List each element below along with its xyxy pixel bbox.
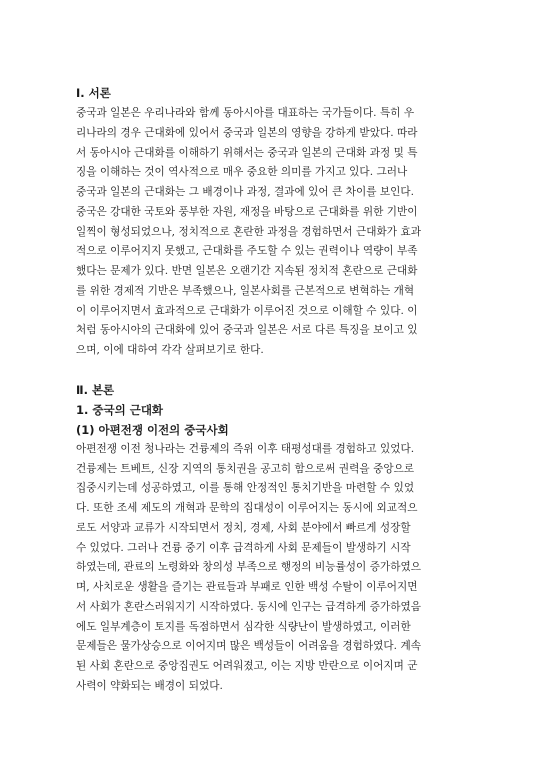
paragraph-line: 다. 또한 조세 제도의 개혁과 문학의 집대성이 이루어지는 동시에 외교적으 <box>76 502 418 514</box>
paragraph-line: 중국은 강대한 국토와 풍부한 자원, 재정을 바탕으로 근대화를 위한 기반이 <box>76 205 418 218</box>
paragraph-line: 며, 사치로운 생활을 즐기는 관료들과 부패로 인한 백성 수탈이 이루어지면 <box>76 581 418 593</box>
paragraph-line: 아편전쟁 이전 청나라는 건륭제의 즉위 이후 태평성대를 경험하고 있었다. <box>76 442 415 455</box>
paragraph-line: 했다는 문제가 있다. 반면 일본은 오랜기간 지속된 정치적 혼란으로 근대화 <box>76 265 418 277</box>
paragraph-line: 중국과 일본은 우리나라와 함께 동아시아를 대표하는 국가들이다. 특히 우 <box>76 107 415 119</box>
paragraph-line: 일찍이 형성되었으나, 정치적으로 혼란한 과정을 경험하면서 근대화가 효과 <box>76 225 421 238</box>
paragraph-line: 집중시키는데 성공하였고, 이를 통해 안정적인 통치기반을 마련할 수 있었 <box>76 482 415 495</box>
paragraph-line: 으며, 이에 대하여 각각 살펴보기로 한다. <box>76 344 264 356</box>
paragraph-line: 처럼 동아시아의 근대화에 있어 중국과 일본은 서로 다른 특징을 보이고 있 <box>76 324 418 337</box>
body-paragraph <box>76 440 468 697</box>
paragraph-line: 로도 서양과 교류가 시작되면서 정치, 경제, 사회 분야에서 빠르게 성장할 <box>76 521 411 534</box>
subsection-heading-china: 1. 중국의 근대화 <box>76 402 164 417</box>
paragraph-line: 를 위한 경제적 기반은 부족했으나, 일본사회를 근본적으로 변혁하는 개혁 <box>76 284 415 297</box>
section-heading-introduction: Ⅰ. 서론 <box>76 86 111 100</box>
paragraph-line: 징을 이해하는 것이 역사적으로 매우 중요한 의미를 가지고 있다. 그러나 <box>76 166 408 179</box>
paragraph-line: 서 동아시아 근대화를 이해하기 위해서는 중국과 일본의 근대화 과정 및 특 <box>76 146 418 159</box>
paragraph-line: 서 사회가 혼란스러워지기 시작하였다. 동시에 인구는 급격하게 증가하였음 <box>76 600 421 613</box>
paragraph-line: 사력이 약화되는 배경이 되었다. <box>76 679 223 692</box>
introduction-paragraph <box>76 104 468 361</box>
paragraph-line: 에도 일부계층이 토지를 독점하면서 심각한 식량난이 발생하였고, 이러한 <box>76 620 411 633</box>
paragraph-line: 수 있었다. 그러나 건륭 중기 이후 급격하게 사회 문제들이 발생하기 시작 <box>76 541 411 554</box>
section-heading-body: Ⅱ. 본론 <box>76 382 115 397</box>
paragraph-line: 리나라의 경우 근대화에 있어서 중국과 일본의 영향을 강하게 받았다. 따라 <box>76 126 418 139</box>
paragraph-line: 중국과 일본의 근대화는 그 배경이나 과정, 결과에 있어 큰 차이를 보인다. <box>76 186 414 198</box>
paragraph-line: 적으로 이루어지지 못했고, 근대화를 주도할 수 있는 권력이나 역량이 부족 <box>76 245 418 258</box>
paragraph-line: 건륭제는 트베트, 신장 지역의 통치권을 공고히 함으로써 권력을 중앙으로 <box>76 462 415 475</box>
paragraph-line: 이 이루어지면서 효과적으로 근대화가 이루어진 것으로 이해할 수 있다. 이 <box>76 304 418 317</box>
paragraph-line: 문제들은 물가상승으로 이어지며 많은 백성들이 어려움을 경험하였다. 계속 <box>76 640 421 653</box>
paragraph-line: 하였는데, 관료의 노령화와 창의성 부족으로 행정의 비능률성이 증가하였으 <box>76 561 421 574</box>
subsubsection-heading-pre-opium-war: (1) 아편전쟁 이전의 중국사회 <box>76 422 229 437</box>
paragraph-line: 된 사회 혼란으로 중앙집권도 어려워졌고, 이는 지방 반란으로 이어지며 군 <box>76 660 418 672</box>
document-page <box>76 84 468 697</box>
